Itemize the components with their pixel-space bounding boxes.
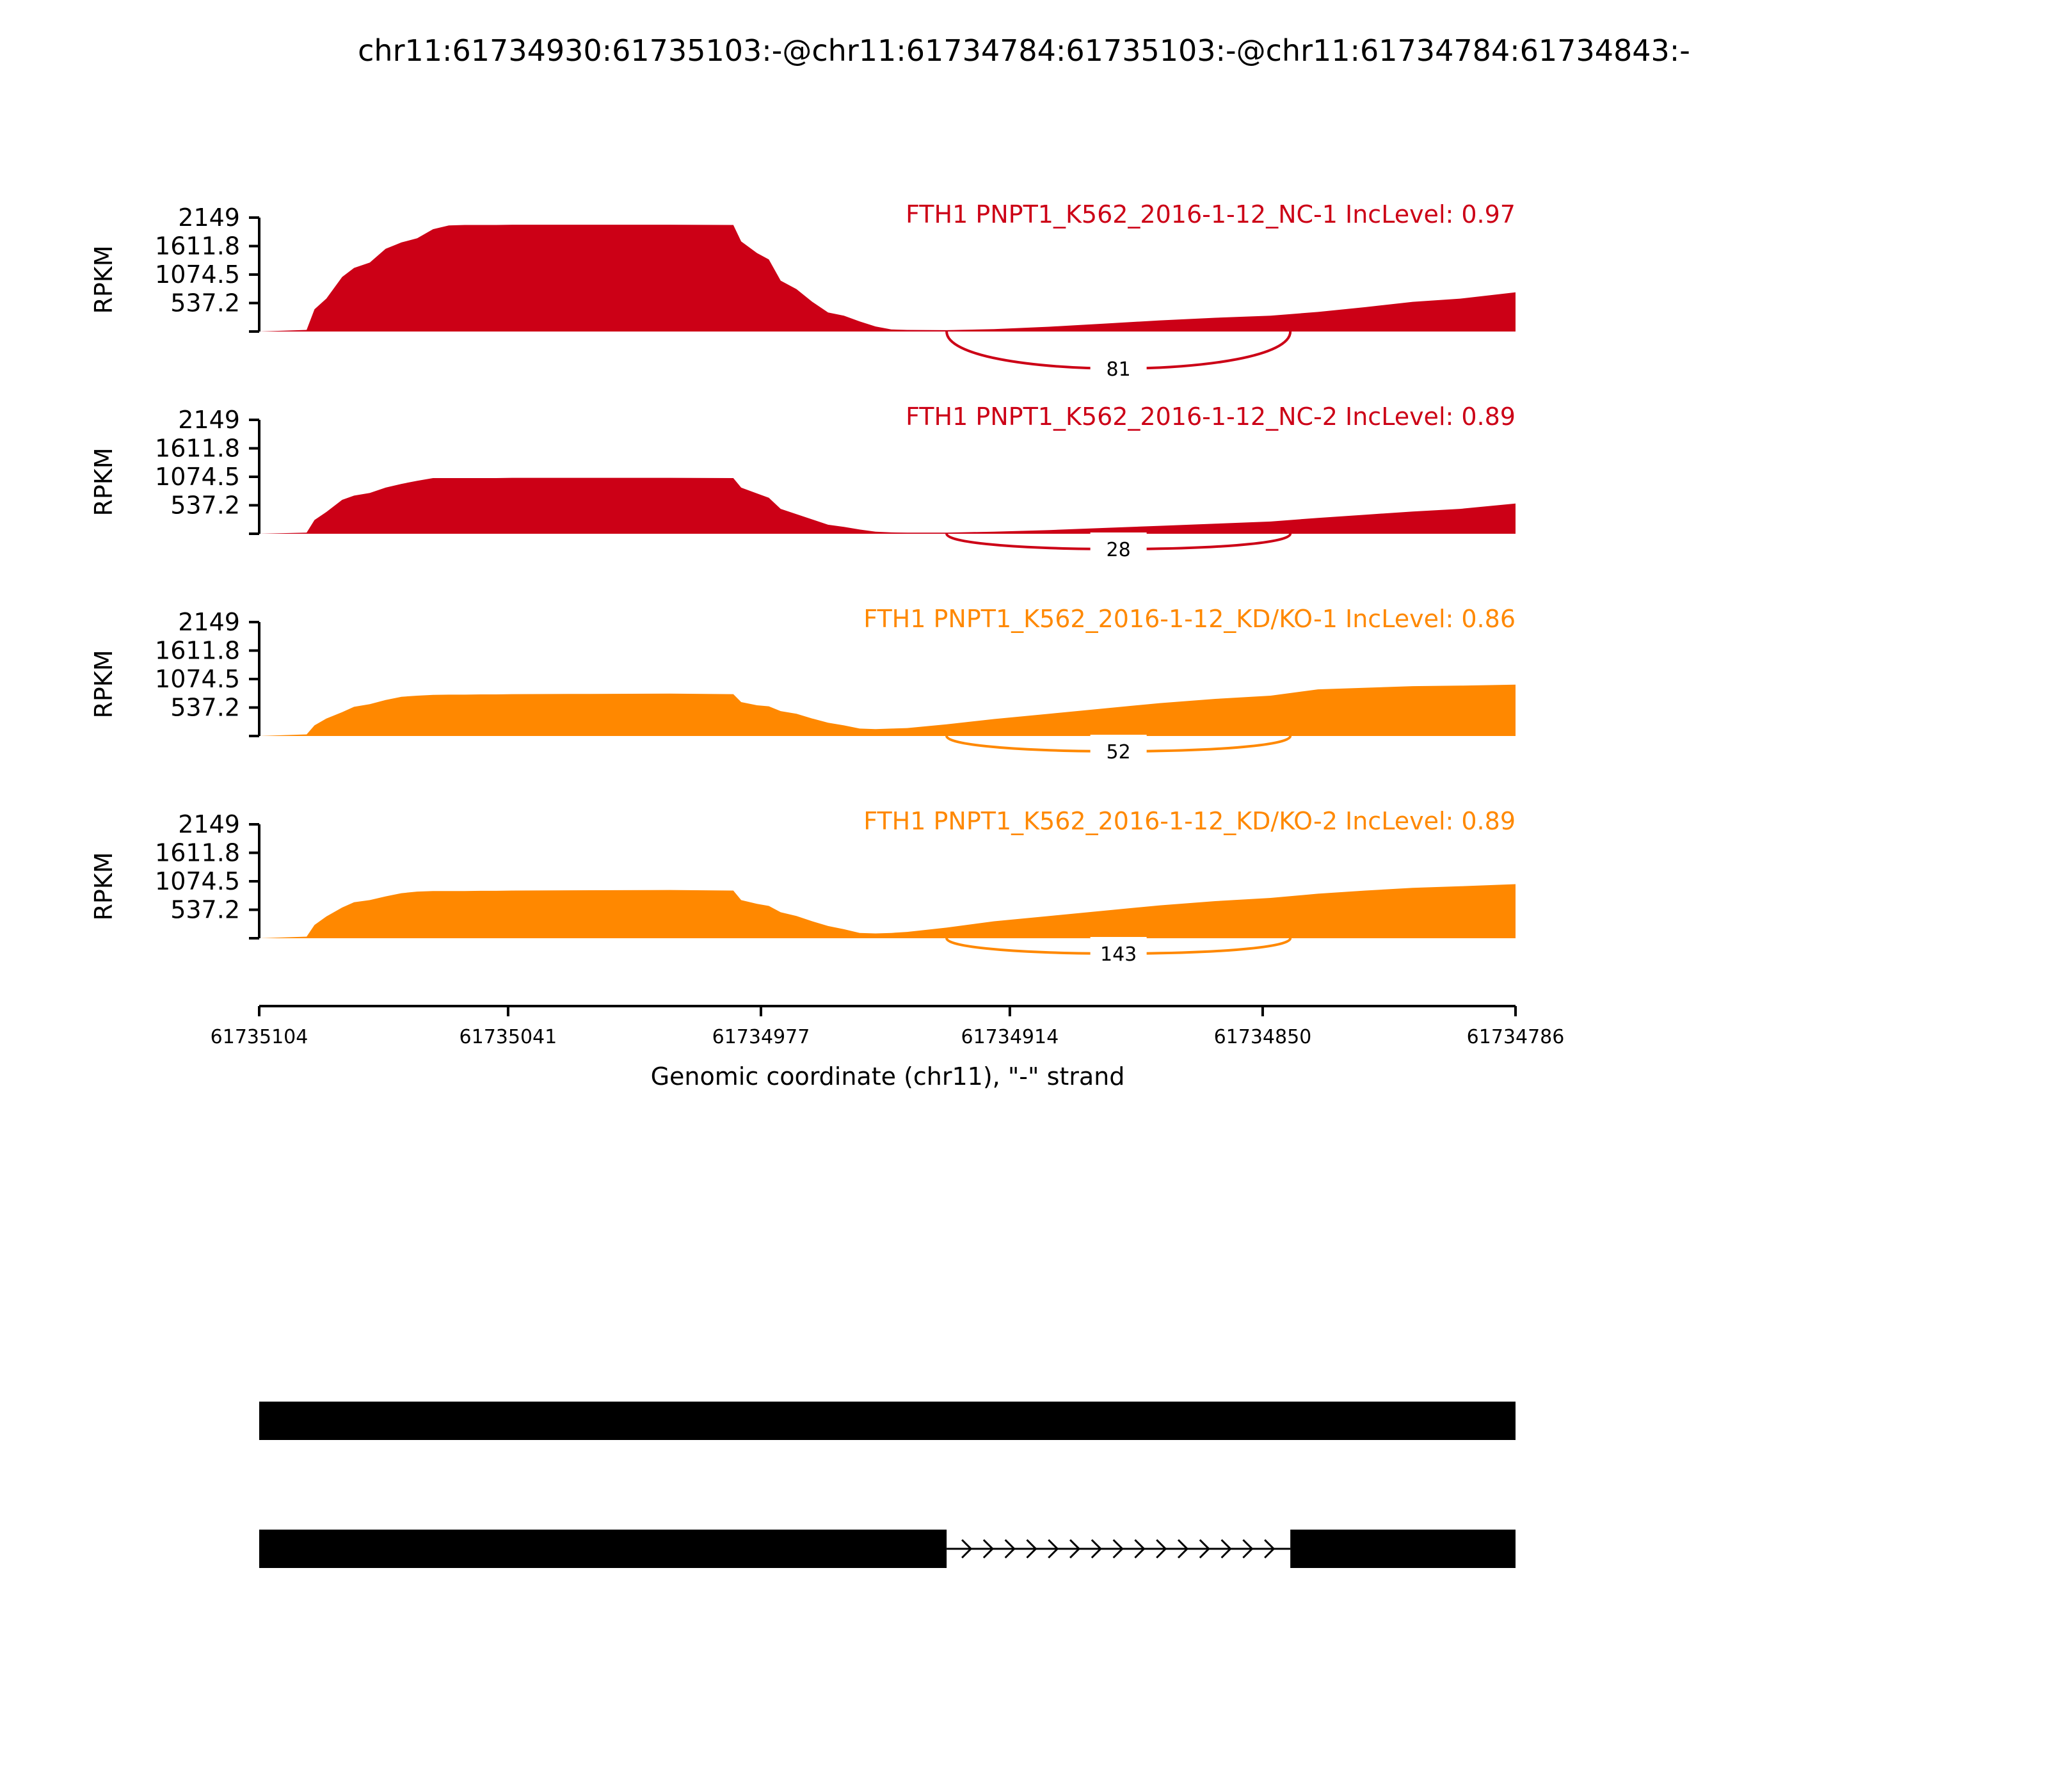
y-tick-label: 1074.5 xyxy=(155,867,240,895)
isoform-exclusion xyxy=(259,1530,1516,1568)
coverage-track xyxy=(90,605,1516,765)
sample-label: FTH1 PNPT1_K562_2016-1-12_NC-2 IncLevel: 0.89 xyxy=(906,403,1516,431)
y-tick-label: 537.2 xyxy=(170,289,240,317)
y-tick-label: 1074.5 xyxy=(155,260,240,289)
y-tick-label: 1611.8 xyxy=(155,232,240,260)
y-tick-label: 537.2 xyxy=(170,491,240,520)
coverage-tracks xyxy=(90,200,1516,968)
y-tick-label: 537.2 xyxy=(170,693,240,722)
junction-count: 28 xyxy=(1106,539,1131,561)
y-tick-label: 2149 xyxy=(178,204,240,232)
x-tick-label: 61735104 xyxy=(210,1026,308,1048)
y-tick-label: 2149 xyxy=(178,810,240,838)
x-tick-label: 61734977 xyxy=(712,1026,810,1048)
exon-block xyxy=(259,1530,947,1568)
x-tick-label: 61734850 xyxy=(1213,1026,1312,1048)
coverage-area xyxy=(259,685,1516,736)
sample-label: FTH1 PNPT1_K562_2016-1-12_KD/KO-1 IncLevel: 0.86 xyxy=(863,605,1516,633)
coverage-track xyxy=(90,403,1516,563)
exon-block xyxy=(259,1402,1516,1440)
y-tick-label: 1611.8 xyxy=(155,838,240,867)
exon-block xyxy=(1290,1530,1516,1568)
y-tick-label: 1611.8 xyxy=(155,434,240,463)
y-axis-label: RPKM xyxy=(90,245,118,314)
y-tick-label: 1611.8 xyxy=(155,636,240,665)
coverage-area xyxy=(259,478,1516,534)
junction-count: 143 xyxy=(1100,943,1137,966)
y-tick-label: 1074.5 xyxy=(155,463,240,491)
y-axis-label: RPKM xyxy=(90,447,118,516)
chart-title: chr11:61734930:61735103:-@chr11:61734784:61735103:-@chr11:61734784:61734843:- xyxy=(358,33,1690,68)
y-tick-label: 1074.5 xyxy=(155,665,240,693)
coverage-track xyxy=(90,200,1516,383)
isoform-diagram xyxy=(259,1402,1516,1568)
x-tick-label: 61734786 xyxy=(1466,1026,1565,1048)
y-tick-label: 537.2 xyxy=(170,895,240,924)
x-axis xyxy=(211,1006,1565,1048)
sample-label: FTH1 PNPT1_K562_2016-1-12_NC-1 IncLevel: 0.97 xyxy=(906,200,1516,228)
y-tick-label: 2149 xyxy=(178,608,240,636)
isoform-inclusion xyxy=(259,1402,1516,1440)
junction-count: 81 xyxy=(1106,358,1131,381)
junction-count: 52 xyxy=(1106,741,1131,764)
coverage-track xyxy=(90,807,1516,968)
x-tick-label: 61735041 xyxy=(459,1026,557,1048)
y-tick-label: 2149 xyxy=(178,406,240,434)
x-axis-label: Genomic coordinate (chr11), "-" strand xyxy=(650,1062,1125,1091)
sample-label: FTH1 PNPT1_K562_2016-1-12_KD/KO-2 IncLevel: 0.89 xyxy=(863,807,1516,835)
coverage-area xyxy=(259,225,1516,332)
y-axis-label: RPKM xyxy=(90,650,118,719)
coverage-area xyxy=(259,884,1516,939)
x-tick-label: 61734914 xyxy=(961,1026,1059,1048)
y-axis-label: RPKM xyxy=(90,852,118,921)
